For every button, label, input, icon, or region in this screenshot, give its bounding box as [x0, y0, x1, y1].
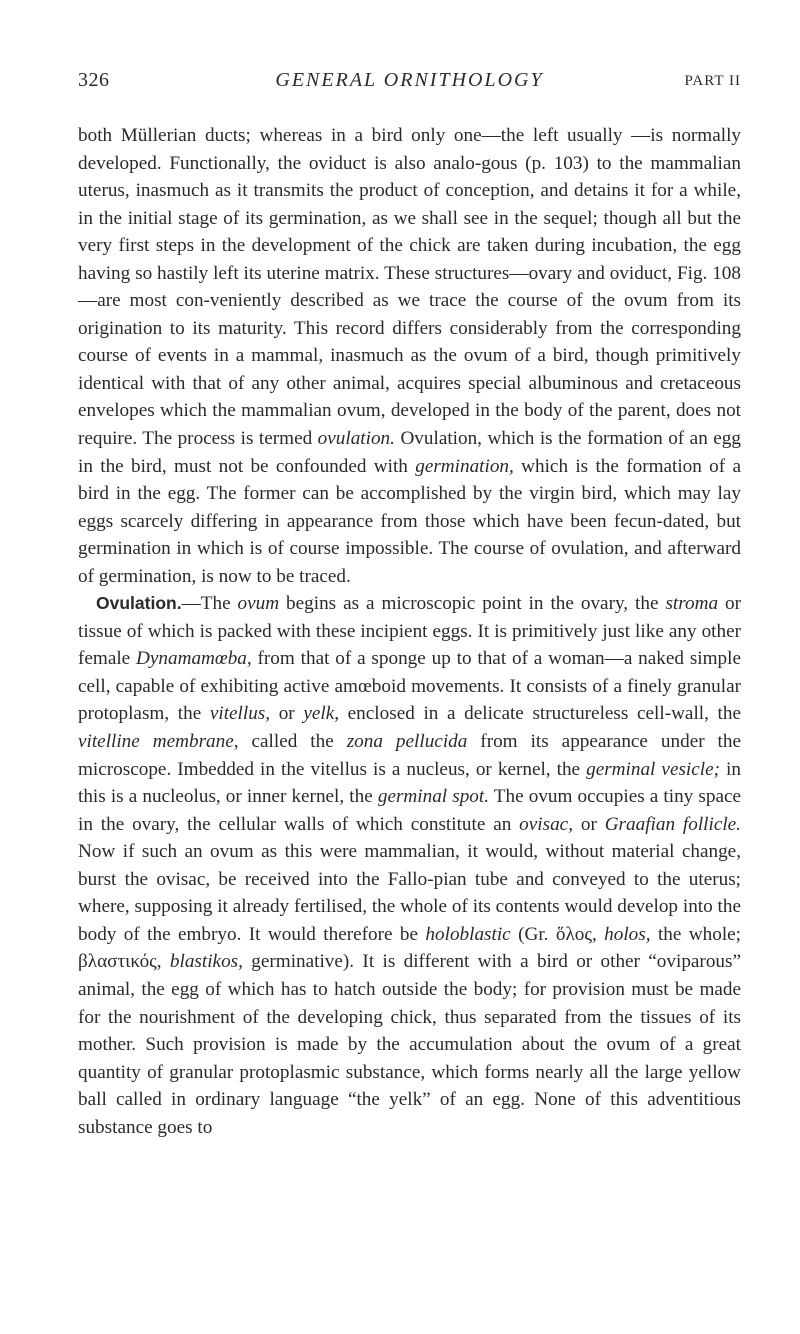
text-run: Ovulation, which is the formation of an egg in the bird, must not be confounded with	[78, 428, 741, 477]
text-run: germinative). It is different with a bird or other “oviparous” animal, the egg of which has to hatch outside the body; for provision must be made for the nourishment of the developing chick, thus separated from the tissues of its mother. Such provision is made by the accumulation about the ovum of a great quantity of granular protoplasmic substance, which forms nearly all the large yellow ball called in ordinary language “the yelk” of an egg. None of this adventitious substance goes to	[78, 951, 741, 1138]
section-heading: Ovulation.	[96, 593, 182, 614]
italic-term: ovisac,	[519, 813, 573, 835]
italic-term: ovum	[237, 593, 280, 615]
part-label: PART II	[684, 73, 741, 89]
text-run: which is the formation of a bird in the egg. The former can be accomplished by the virgin bird, which may lay eggs scarcely differing in appearance from those which have been fecun-dated, but germination in which is of course impossible. The course of ovulation, and afterward of germination, is now to be traced.	[78, 455, 741, 587]
text-run: called the	[238, 731, 347, 753]
text-run: from its appearance under the microscope. Imbedded in the vitellus is a nucleus, or kernel, the	[78, 731, 742, 780]
text-run: from that of a sponge up to that of a woman—a naked simple cell, capable of exhibiting active amœboid movements. It consists of a finely granular protoplasm, the	[78, 648, 741, 725]
italic-term: germinal vesicle;	[586, 758, 721, 780]
italic-term: holoblastic	[425, 923, 511, 945]
italic-term: ovulation.	[317, 428, 395, 450]
italic-term: Graafian follicle.	[604, 813, 741, 835]
italic-term: vitellus,	[209, 703, 271, 725]
text-run: (Gr. ὅλος,	[510, 923, 605, 945]
text-run: both Müllerian ducts; whereas in a bird only one—the left usually —is normally developed. Functionally, the oviduct is also analo-gous (p. 103) to the mammalian uterus, inasmuch as it transmits the product of conception, and detains it for a while, in the initial stage of its germination, as we shall see in the sequel; though all but the very first steps in the development of the chick are taken during incubation, the egg having so hastily left its uterine matrix. These structures—ovary and oviduct, Fig. 108—are most con-veniently described as we trace the course of the ovum from its origination to its maturity. This record differs considerably from the corresponding course of events in a mammal, inasmuch as the ovum of a bird, though primitively identical with that of any other animal, acquires special albuminous and cretaceous envelopes which the mammalian ovum, developed in the body of the parent, does not require. The process is termed	[78, 125, 741, 450]
italic-term: holos,	[604, 923, 651, 945]
italic-term: Dynamamœba,	[136, 648, 252, 670]
italic-term: blastikos,	[169, 951, 243, 973]
body-text	[78, 122, 741, 1141]
italic-term: germination,	[415, 455, 514, 477]
italic-term: stroma	[665, 593, 719, 615]
italic-term: germinal spot.	[377, 786, 490, 808]
page-header	[78, 66, 741, 94]
italic-term: yelk,	[303, 703, 340, 725]
text-run: or tissue of which is packed with these incipient eggs. It is primitively just like any other female	[78, 593, 741, 670]
paragraph	[78, 590, 741, 1141]
running-title: GENERAL ORNITHOLOGY	[275, 69, 544, 91]
paragraph	[78, 122, 741, 590]
text-run: The ovum occupies a tiny space in the ovary, the cellular walls of which constitute an	[78, 786, 741, 835]
text-run: enclosed in a delicate structureless cell-wall, the	[339, 703, 741, 725]
italic-term: zona pellucida	[346, 731, 468, 753]
text-run: begins as a microscopic point in the ovary, the	[279, 593, 666, 615]
page-number: 326	[78, 69, 110, 91]
text-run: or	[270, 703, 304, 725]
text-run: —The	[181, 593, 238, 615]
italic-term: vitelline membrane,	[78, 731, 239, 753]
text-run: Now if such an ovum as this were mammalian, it would, without material change, burst the ovisac, be received into the Fallo-pian tube and conveyed to the uterus; where, supposing it already fertilised, the whole of its contents would develop into the body of the embryo. It would therefore be	[78, 841, 741, 945]
text-run: in this is a nucleolus, or inner kernel, the	[78, 758, 741, 808]
text-run: the whole; βλαστικός,	[78, 923, 742, 973]
text-run: or	[573, 813, 605, 835]
